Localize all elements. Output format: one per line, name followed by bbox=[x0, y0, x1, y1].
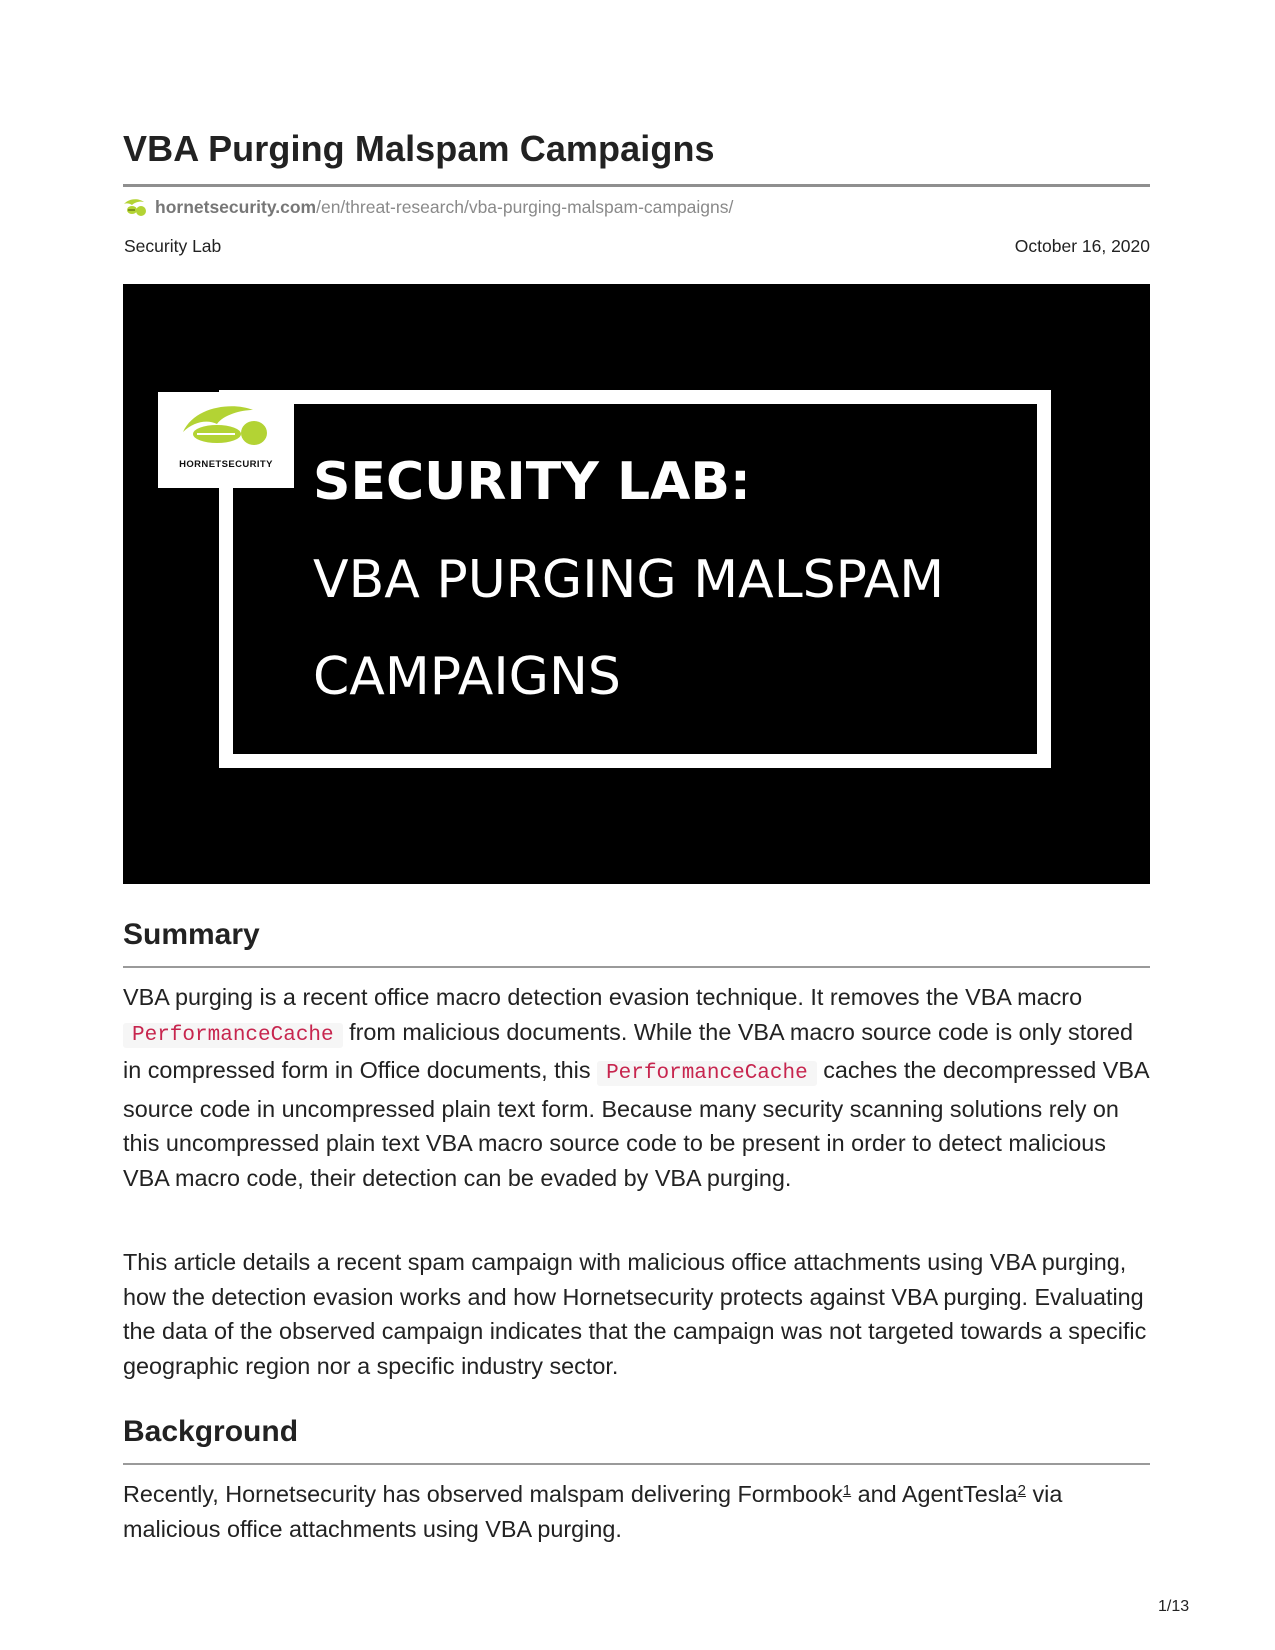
background-heading: Background bbox=[123, 1415, 299, 1448]
page-title: VBA Purging Malspam Campaigns bbox=[123, 128, 715, 169]
summary-heading: Summary bbox=[123, 918, 260, 951]
background-paragraph-1 bbox=[123, 1477, 1150, 1546]
hero-subline-1: VBA PURGING MALSPAM bbox=[313, 550, 945, 610]
summary-divider bbox=[123, 966, 1150, 968]
inline-code-performancecache: PerformanceCache bbox=[597, 1061, 817, 1086]
source-domain[interactable]: hornetsecurity.com bbox=[155, 196, 317, 217]
hornetsecurity-favicon-icon bbox=[123, 196, 147, 218]
hero-subline-2: CAMPAIGNS bbox=[313, 647, 621, 707]
hero-headline: SECURITY LAB: bbox=[313, 452, 751, 512]
hero-banner bbox=[123, 284, 1150, 884]
title-divider bbox=[123, 184, 1150, 187]
background-p1-text-1: Recently, Hornetsecurity has observed malspam delivering Formbook bbox=[123, 1481, 843, 1507]
summary-p1-text-2: from malicious documents. While the VBA macro source code is only stored in compressed form in Office documents, this bbox=[123, 1018, 1134, 1083]
article-category: Security Lab bbox=[124, 236, 222, 256]
source-link[interactable] bbox=[123, 196, 733, 218]
footnote-link-2[interactable]: 2 bbox=[1017, 1482, 1026, 1499]
hero-banner-graphic bbox=[123, 284, 1150, 884]
article-date: October 16, 2020 bbox=[1014, 236, 1150, 256]
inline-code-performancecache: PerformanceCache bbox=[123, 1023, 343, 1048]
summary-paragraph-1 bbox=[123, 980, 1150, 1195]
summary-p1-text-3: caches the decompressed VBA source code in uncompressed plain text form. Because many security scanning solutions rely on this uncompressed plain text VBA macro source code to be present in order to detect malicious VBA macro code, their detection can be evaded by VBA purging. bbox=[123, 1057, 1149, 1191]
hero-logo-text: HORNETSECURITY bbox=[179, 459, 273, 470]
page-number: 1/13 bbox=[1158, 1598, 1190, 1615]
background-p1-text-3: via malicious office attachments using VBA purging. bbox=[123, 1481, 1063, 1542]
footnote-link-1[interactable]: 1 bbox=[842, 1482, 852, 1499]
summary-paragraph-2: This article details a recent spam campaign with malicious office attachments using VBA purging, how the detection evasion works and how Hornetsecurity protects against VBA purging. Evaluating the data of the observed campaign indicates that the campaign was not targeted towards a specific geographic region nor a specific industry sector. bbox=[123, 1249, 1147, 1379]
background-divider bbox=[123, 1463, 1150, 1465]
source-path[interactable]: /en/threat-research/vba-purging-malspam-campaigns/ bbox=[316, 196, 734, 217]
summary-p1-text-1: VBA purging is a recent office macro detection evasion technique. It removes the VBA macro bbox=[123, 984, 1083, 1010]
background-p1-text-2: and AgentTesla bbox=[851, 1481, 1018, 1507]
